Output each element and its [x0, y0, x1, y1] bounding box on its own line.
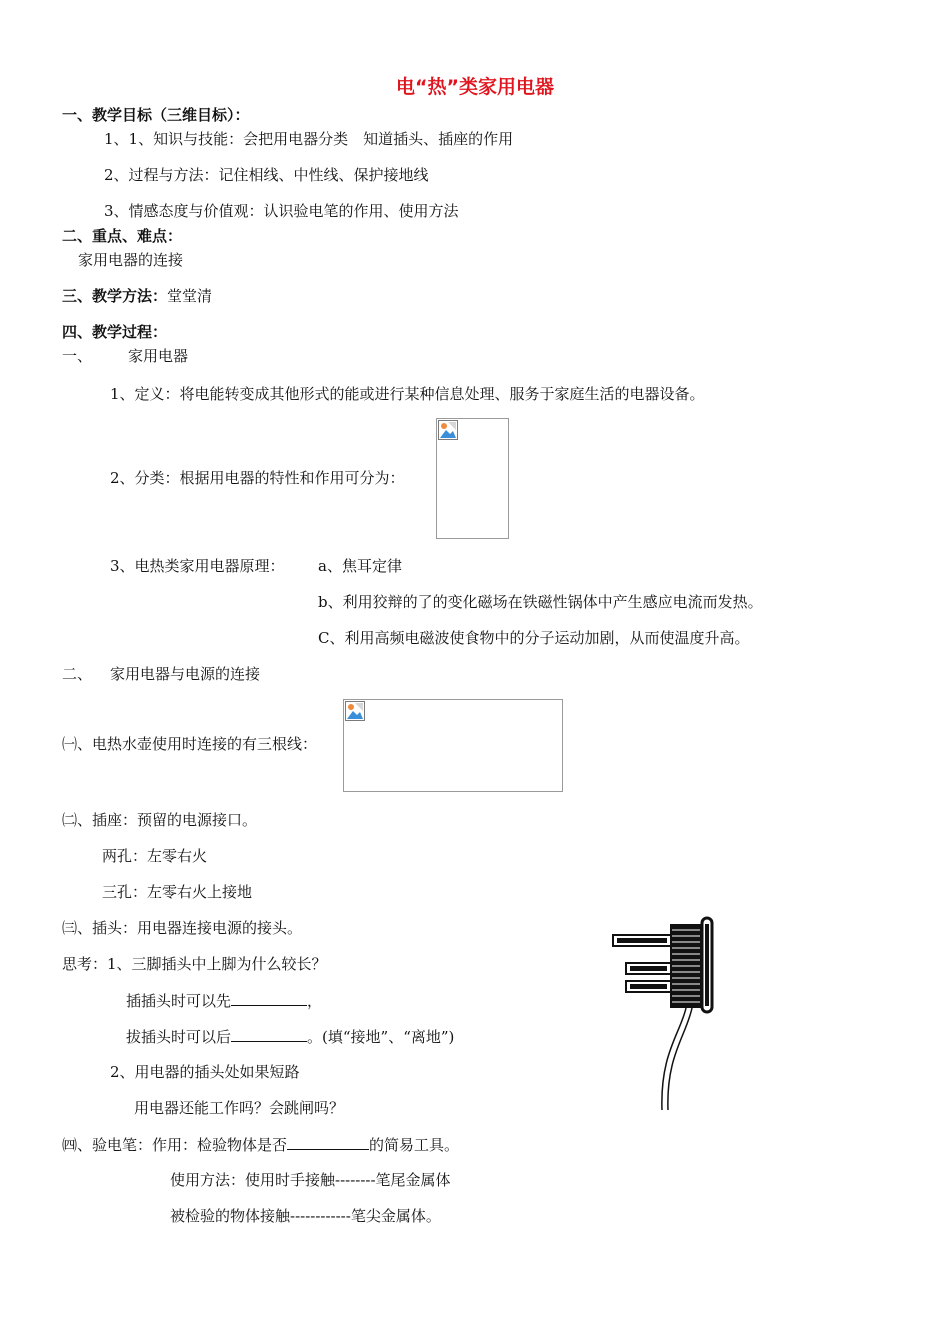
insert-text: 插插头时可以先	[126, 992, 232, 1010]
think-question-2: 2、用电器的插头处如果短路	[110, 1063, 300, 1081]
tester-text: ㈣、验电笔：作用：检验物体是否	[62, 1136, 288, 1154]
broken-image-icon	[345, 701, 365, 721]
pull-hint: 。(填“接地”、“离地”)	[307, 1028, 455, 1046]
three-hole-text: 三孔：左零右火上接地	[102, 883, 253, 901]
method-line	[62, 286, 212, 306]
pull-text: 拔插头时可以后	[126, 1028, 232, 1046]
insert-line	[126, 990, 322, 1011]
insert-blank[interactable]	[231, 990, 307, 1006]
two-hole-text: 两孔：左零右火	[102, 847, 208, 865]
principle-text: 3、电热类家用电器原理：	[110, 557, 285, 575]
think-question-1: 思考：1、三脚插头中上脚为什么较长？	[62, 955, 327, 973]
part1-title: 家用电器	[128, 347, 189, 365]
page-title: 电“热”类家用电器	[396, 76, 554, 98]
part2-number: 二、	[62, 665, 93, 683]
method-content: 堂堂清	[167, 287, 213, 305]
part1-number: 一、	[62, 347, 93, 365]
classification-text: 2、分类：根据用电器的特性和作用可分为：	[110, 469, 405, 487]
think-question-2b: 用电器还能工作吗？会跳闸吗？	[134, 1099, 345, 1117]
three-pin-plug-drawing	[608, 914, 718, 1114]
part2-title: 家用电器与电源的连接	[110, 665, 261, 683]
section-heading-method: 三、教学方法：	[62, 287, 168, 305]
usage-line-1: 使用方法：使用时手接触--------笔尾金属体	[170, 1171, 451, 1189]
principle-a: a、焦耳定律	[318, 557, 402, 575]
socket-text: ㈡、插座：预留的电源接口。	[62, 811, 258, 829]
objective-item-1: 1、1、知识与技能：会把用电器分类 知道插头、插座的作用	[104, 130, 514, 148]
plug-pin-bottom	[626, 963, 671, 992]
principle-c: C、利用高频电磁波使食物中的分子运动加剧，从而使温度升高。	[318, 629, 750, 647]
plug-body	[670, 918, 712, 1012]
key-points-content: 家用电器的连接	[78, 251, 184, 269]
broken-image-icon	[438, 420, 458, 440]
plug-pin-top	[613, 935, 671, 946]
tester-line	[62, 1134, 459, 1155]
tester-blank[interactable]	[287, 1134, 369, 1150]
kettle-text: ㈠、电热水壶使用时连接的有三根线：	[62, 735, 318, 753]
classification-image-placeholder	[436, 418, 509, 539]
objective-item-2: 2、过程与方法：记住相线、中性线、保护接地线	[104, 166, 429, 184]
tester-text-end: 的简易工具。	[369, 1136, 460, 1154]
pull-line	[126, 1026, 454, 1047]
kettle-image-placeholder	[343, 699, 563, 792]
principle-b: b、利用狡辩的了的变化磁场在铁磁性锅体中产生感应电流而发热。	[318, 593, 763, 611]
section-heading-process: 四、教学过程：	[62, 323, 168, 341]
definition-text: 1、定义：将电能转变成其他形式的能或进行某种信息处理、服务于家庭生活的电器设备。	[110, 385, 705, 403]
pull-blank[interactable]	[231, 1026, 307, 1042]
objective-item-3: 3、情感态度与价值观：认识验电笔的作用、使用方法	[104, 202, 459, 220]
insert-comma: ，	[307, 992, 323, 1010]
plug-cord	[662, 1008, 692, 1110]
section-heading-key-points: 二、重点、难点：	[62, 227, 183, 245]
usage-line-2: 被检验的物体接触------------笔尖金属体。	[170, 1207, 441, 1225]
section-heading-objectives: 一、教学目标（三维目标）：	[62, 106, 250, 124]
plug-text: ㈢、插头：用电器连接电源的接头。	[62, 919, 303, 937]
